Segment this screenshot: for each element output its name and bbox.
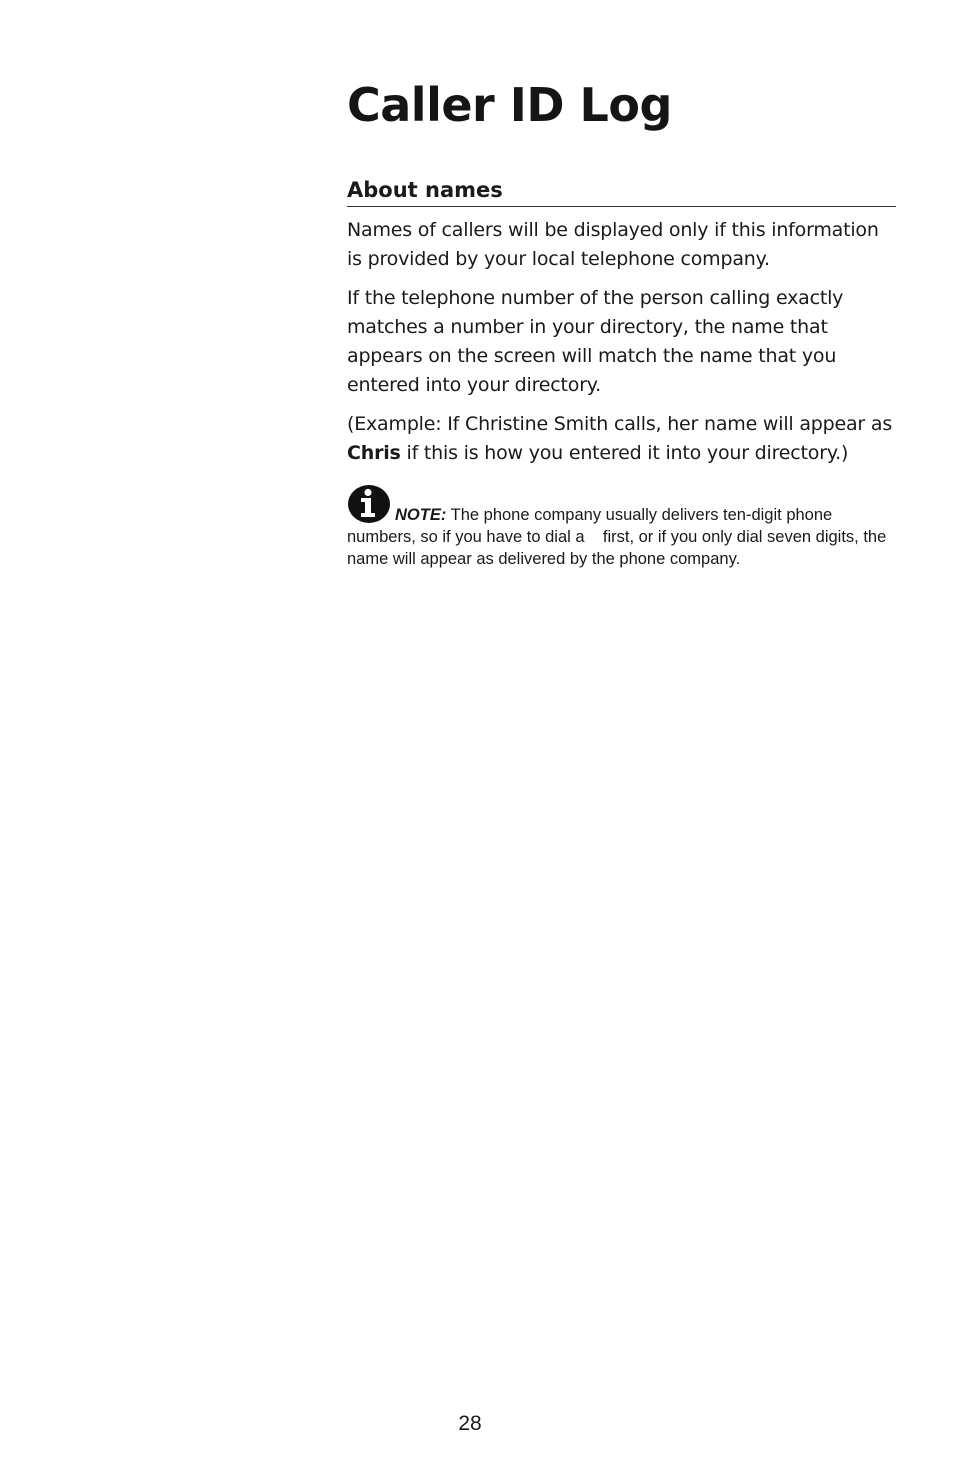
page-number: 28 xyxy=(458,1412,482,1435)
paragraph-names-provided: Names of callers will be displayed only if this information is provided by your local telephone company. xyxy=(347,219,879,270)
note-label: NOTE: xyxy=(395,506,447,524)
paragraph-example xyxy=(347,410,896,468)
example-name: Chris xyxy=(347,442,401,464)
note-box xyxy=(347,484,896,570)
example-prefix: (Example: If Christine Smith calls, her name will appear as xyxy=(347,413,893,435)
info-icon xyxy=(347,484,391,524)
paragraph-directory-match: If the telephone number of the person calling exactly matches a number in your directory, the name that appears on the screen will match the name that you entered into your directory. xyxy=(347,287,844,396)
note-text: The phone company usually delivers ten-digit phone numbers, so if you have to dial a first, or if you only dial seven digits, the name will appear as delivered by the phone company. xyxy=(347,506,887,568)
page-content xyxy=(347,78,896,570)
section-heading: About names xyxy=(347,176,896,207)
page-title: Caller ID Log xyxy=(347,78,672,132)
example-suffix: if this is how you entered it into your directory.) xyxy=(400,442,849,464)
